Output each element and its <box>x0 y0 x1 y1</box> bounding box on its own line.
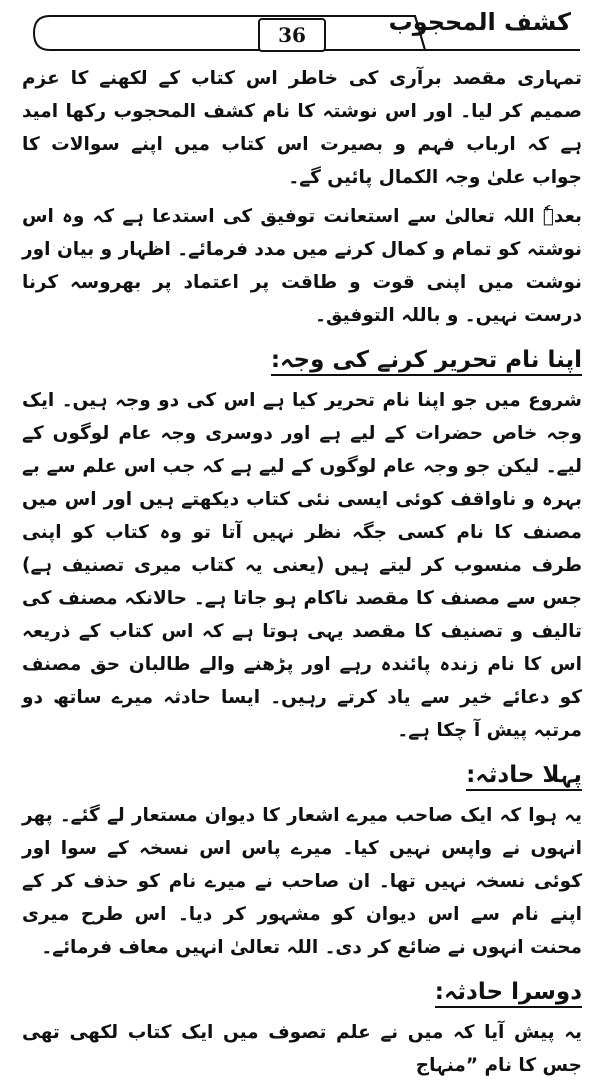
page-number: 36 <box>258 18 326 52</box>
page-header <box>20 6 585 60</box>
section-heading-first-incident-text: پہلا حادثہ: <box>466 762 582 791</box>
paragraph-prayer: بعدہٗ اللہ تعالیٰ سے استعانت توفیق کی استدعا ہے کہ وہ اس نوشتہ کو تمام و کمال کرنے میں مدد فرمائے۔ اظہار و بیان اور نوشت میں اپنی قوت و طاقت پر اعتماد پر بھروسہ کرنا درست نہیں۔ و باللہ التوفیق۔ <box>22 206 582 326</box>
paragraph-reason: شروع میں جو اپنا نام تحریر کیا ہے اس کی دو وجہ ہیں۔ ایک وجہ خاص حضرات کے لیے ہے اور دوسری وجہ عام لوگوں کے لیے۔ لیکن جو وجہ عام لوگوں کے لیے ہے کہ جب اس علم سے بے بہرہ و ناواقف کوئی ایسی نئی کتاب دیکھتے ہیں اور اس میں مصنف کا نام کسی جگہ نظر نہیں آتا تو وہ کتاب کو اپنی طرف منسوب کر لیتے ہیں (یعنی یہ کتاب میری تصنیف ہے) جس سے مصنف کا مقصد ناکام ہو جاتا ہے۔ حالانکہ مصنف کی تالیف و تصنیف کا مقصد یہی ہوتا ہے کہ اس کتاب کے ذریعہ اس کا نام زندہ پائندہ رہے اور پڑھنے والے طالبان حق مصنف کو دعائے خیر سے یاد کرتے رہیں۔ ایسا حادثہ میرے ساتھ دو مرتبہ پیش آ چکا ہے۔ <box>22 390 582 741</box>
paragraph-intro: تمہاری مقصد برآری کی خاطر اس کتاب کے لکھنے کا عزم صمیم کر لیا۔ اور اس نوشتہ کا نام کشف المحجوب رکھا امید ہے کہ ارباب فہم و بصیرت اس کتاب میں اپنے سوالات کا جواب علیٰ وجہ الکمال پائیں گے۔ <box>22 68 582 188</box>
section-heading-second-incident-text: دوسرا حادثہ: <box>435 979 582 1008</box>
book-title: كشف المحجوب <box>388 8 571 36</box>
section-heading-second-incident <box>22 972 582 1012</box>
section-heading-reason-text: اپنا نام تحریر کرنے کی وجہ: <box>271 347 582 376</box>
section-heading-reason <box>22 340 582 380</box>
section-heading-first-incident <box>22 755 582 795</box>
paragraph-second-incident: یہ پیش آیا کہ میں نے علم تصوف میں ایک کتاب لکھی تھی جس کا نام ”منہاج <box>22 1022 582 1076</box>
paragraph-first-incident: یہ ہوا کہ ایک صاحب میرے اشعار کا دیوان مستعار لے گئے۔ پھر انہوں نے واپس نہیں کیا۔ میرے پاس اس نسخہ کے سوا اور کوئی نسخہ نہیں تھا۔ ان صاحب نے میرے نام کو حذف کر کے اپنے نام سے اس دیوان کو مشہور کر دیا۔ اس طرح میری محنت انہوں نے ضائع کر دی۔ اللہ تعالیٰ انہیں معاف فرمائے۔ <box>22 805 582 958</box>
page-body <box>22 62 582 1082</box>
